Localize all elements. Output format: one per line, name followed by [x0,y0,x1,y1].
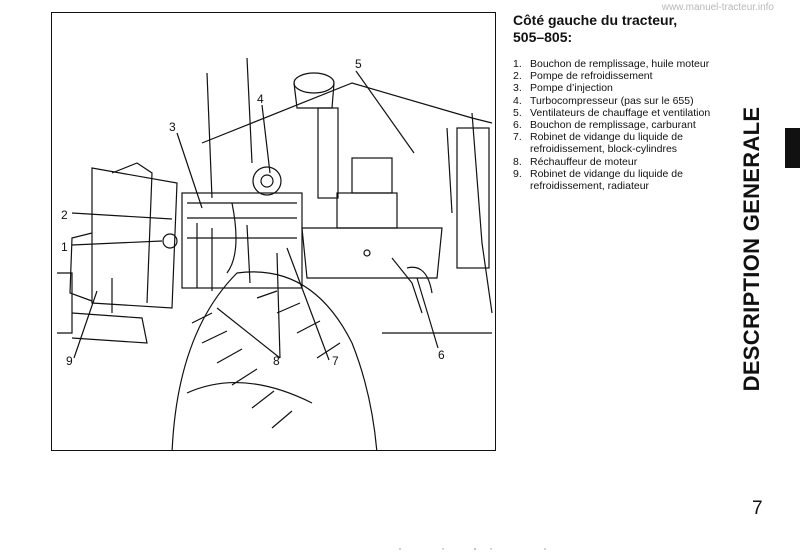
legend-number: 2. [513,70,522,83]
legend-text: Réchauffeur de moteur [530,155,638,168]
tractor-drawing [52,13,496,451]
vertical-section-title [712,96,792,401]
heading-line-1: Côté gauche du tracteur, [513,12,678,28]
legend-number: 9. [513,167,522,180]
legend-text: Pompe de refroidissement [530,70,653,83]
scan-specks [395,546,555,552]
legend-number: 6. [513,119,522,132]
callout-5: 5 [355,57,362,71]
watermark: www.manuel-tracteur.info [661,2,774,13]
page-number: 7 [752,498,763,519]
section-heading [513,12,763,46]
legend-text: Turbocompresseur (pas sur le 655) [530,94,694,107]
callout-3: 3 [169,120,176,134]
legend-text: Pompe d’injection [530,82,613,95]
legend-number: 3. [513,82,522,95]
legend-text: Robinet de vidange du liquide de refroidissement, radiateur [530,167,683,193]
legend-item [513,82,748,94]
legend-text: Robinet de vidange du liquide de refroidissement, block-cylindres [530,131,683,156]
callout-8: 8 [273,354,280,368]
legend-text: Bouchon de remplissage, huile moteur [530,58,710,70]
legend-text: Ventilateurs de chauffage et ventilation [530,106,711,119]
callout-9: 9 [66,354,73,368]
legend-number: 8. [513,155,522,168]
legend-text: Bouchon de remplissage, carburant [530,119,696,132]
legend-number: 7. [513,131,522,144]
callout-4: 4 [257,92,264,106]
heading-line-2: 505–805: [513,29,573,45]
legend-number: 5. [513,106,522,119]
callout-6: 6 [438,348,445,362]
legend-number: 4. [513,94,522,107]
callout-7: 7 [332,354,339,368]
side-title-text: DESCRIPTION GENERALE [739,106,764,391]
legend-item [513,58,748,70]
tractor-illustration [51,12,496,451]
legend-item [513,70,748,82]
callout-2: 2 [61,208,68,222]
legend-number: 1. [513,58,522,70]
callout-1: 1 [61,240,68,254]
